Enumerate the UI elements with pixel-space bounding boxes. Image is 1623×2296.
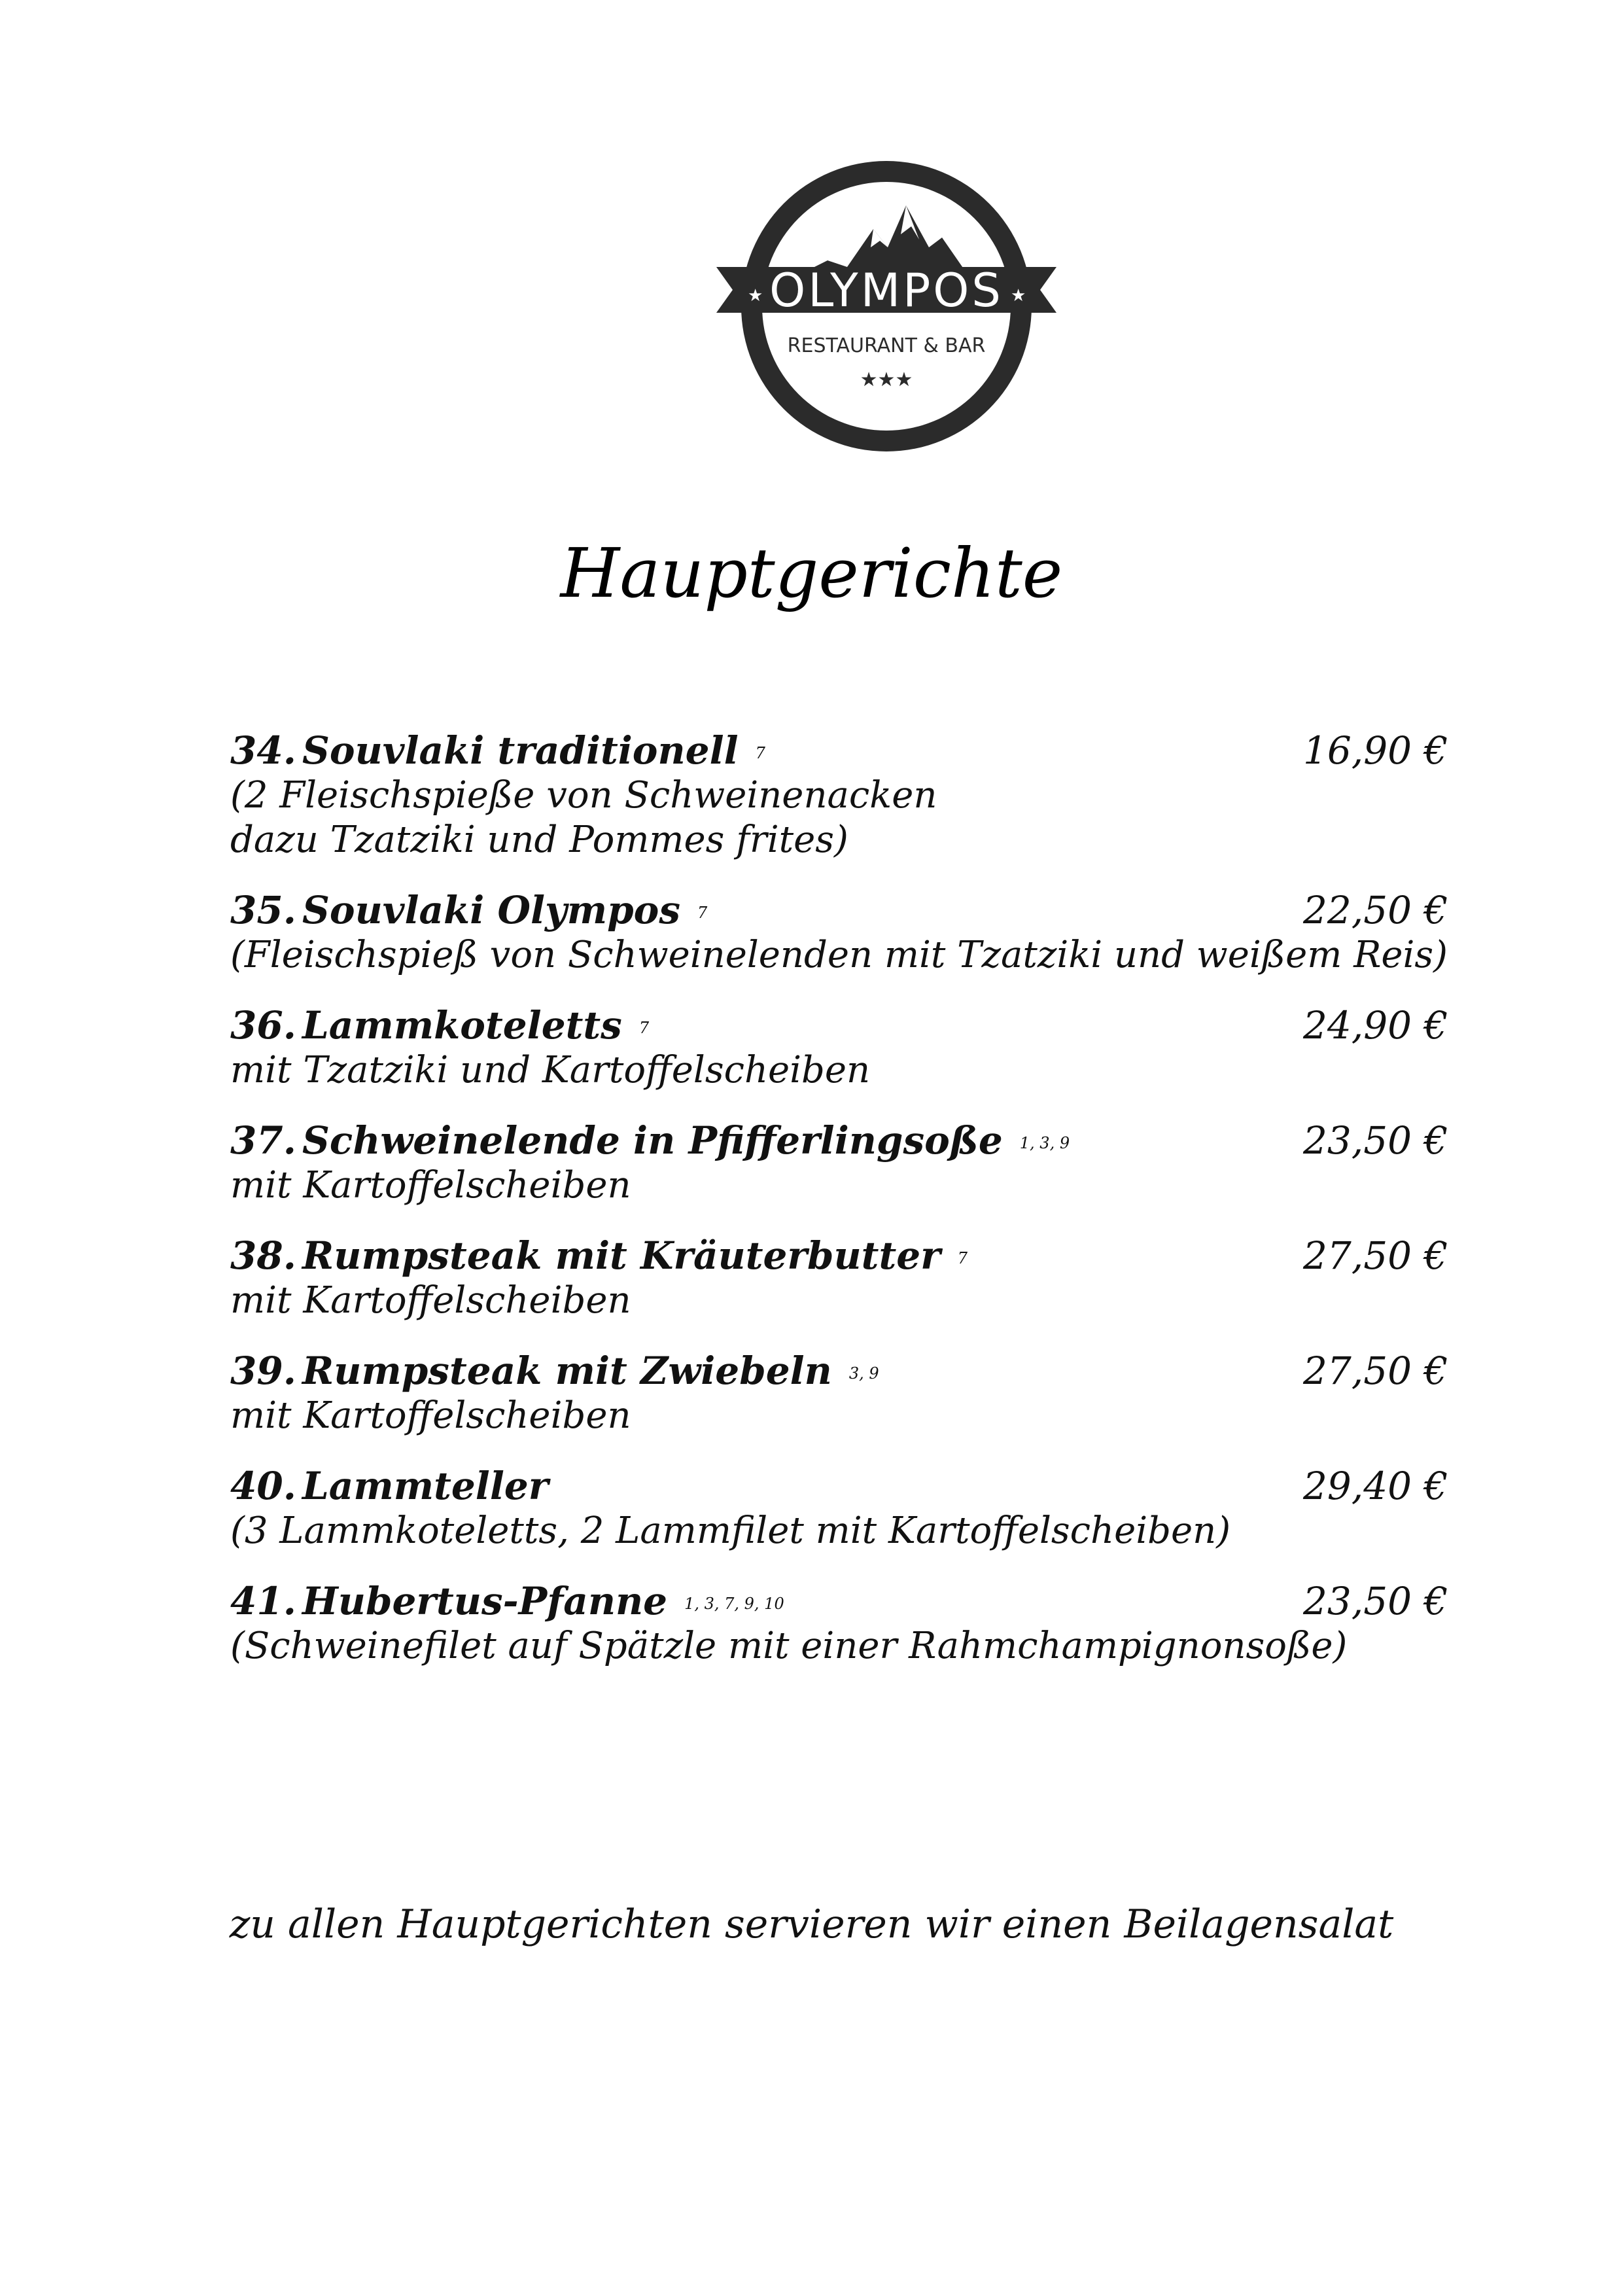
menu-item <box>230 1348 1473 1438</box>
menu-item <box>230 1118 1473 1208</box>
menu-item-name: Souvlaki Olympos <box>302 888 680 932</box>
menu-item-description: (3 Lammkoteletts, 2 Lammfilet mit Kartoffelscheiben) <box>230 1510 1231 1552</box>
menu-item-number: 36. <box>230 1003 296 1048</box>
menu-item-price: 29,40 € <box>1303 1464 1448 1508</box>
olympos-logo <box>716 156 1056 457</box>
menu-item-name: Souvlaki traditionell <box>302 728 739 773</box>
menu-item-heading <box>230 1578 1473 1624</box>
menu-item-number: 35. <box>230 888 296 932</box>
menu-item-name: Hubertus-Pfanne <box>302 1579 668 1623</box>
menu-item-heading <box>230 1463 1473 1509</box>
menu-item-description: (Schweinefilet auf Spätzle mit einer Rahmchampignonsoße) <box>230 1625 1348 1667</box>
menu-item-description: dazu Tzatziki und Pommes frites) <box>230 819 848 861</box>
allergen-codes: 7 <box>638 1019 650 1037</box>
menu-item-name: Rumpsteak mit Zwiebeln <box>302 1349 832 1393</box>
page-title: Hauptgerichte <box>560 533 1063 613</box>
svg-text:★: ★ <box>748 286 763 306</box>
menu-item-price: 23,50 € <box>1303 1118 1448 1163</box>
menu-item-number: 39. <box>230 1349 296 1393</box>
menu-item-description: mit Kartoffelscheiben <box>230 1394 631 1437</box>
menu-item-heading <box>230 1118 1473 1163</box>
menu-item-description: mit Tzatziki und Kartoffelscheiben <box>230 1049 871 1091</box>
allergen-codes: 1, 3, 7, 9, 10 <box>684 1595 784 1613</box>
menu-item-heading <box>230 728 1473 773</box>
menu-item-heading <box>230 1348 1473 1394</box>
svg-text:★: ★ <box>1011 286 1026 306</box>
menu-item <box>230 887 1473 978</box>
svg-text:OLYMPOS: OLYMPOS <box>769 264 1003 317</box>
allergen-codes: 7 <box>755 744 765 762</box>
allergen-codes: 3, 9 <box>848 1364 879 1383</box>
menu-item-price: 16,90 € <box>1303 728 1448 773</box>
menu-item <box>230 1578 1473 1669</box>
footer-note: zu allen Hauptgerichten servieren wir einen Beilagensalat <box>229 1901 1394 1947</box>
menu-item <box>230 728 1473 862</box>
allergen-codes: 7 <box>697 904 708 922</box>
allergen-codes: 1, 3, 9 <box>1019 1134 1070 1152</box>
menu-item <box>230 1463 1473 1553</box>
menu-item-number: 40. <box>230 1464 296 1508</box>
allergen-codes: 7 <box>957 1249 968 1267</box>
menu-item-description: mit Kartoffelscheiben <box>230 1279 631 1322</box>
menu-item-price: 27,50 € <box>1303 1233 1448 1278</box>
menu-item-name: Schweinelende in Pfifferlingsoße <box>302 1118 1003 1163</box>
menu-item-price: 23,50 € <box>1303 1579 1448 1623</box>
menu-item-name: Lammkoteletts <box>302 1003 622 1048</box>
menu-item-heading <box>230 887 1473 933</box>
svg-text:RESTAURANT & BAR: RESTAURANT & BAR <box>787 334 986 357</box>
menu-list <box>230 728 1473 1669</box>
menu-item-heading <box>230 1002 1473 1048</box>
menu-item <box>230 1002 1473 1093</box>
menu-item-name: Rumpsteak mit Kräuterbutter <box>302 1233 941 1278</box>
menu-item-price: 24,90 € <box>1303 1003 1448 1048</box>
menu-item-description: (2 Fleischspieße von Schweinenacken <box>230 774 937 817</box>
menu-item-price: 22,50 € <box>1303 888 1448 932</box>
menu-item-number: 41. <box>230 1579 296 1623</box>
menu-item-name: Lammteller <box>302 1464 549 1508</box>
menu-item-number: 34. <box>230 728 296 773</box>
menu-item-heading <box>230 1233 1473 1279</box>
menu-item-description: (Fleischspieß von Schweinelenden mit Tzatziki und weißem Reis) <box>230 934 1448 976</box>
menu-item-price: 27,50 € <box>1303 1349 1448 1393</box>
menu-item-description: mit Kartoffelscheiben <box>230 1164 631 1207</box>
menu-item <box>230 1233 1473 1323</box>
svg-text:★★★: ★★★ <box>860 368 913 391</box>
menu-item-number: 38. <box>230 1233 296 1278</box>
menu-item-number: 37. <box>230 1118 296 1163</box>
